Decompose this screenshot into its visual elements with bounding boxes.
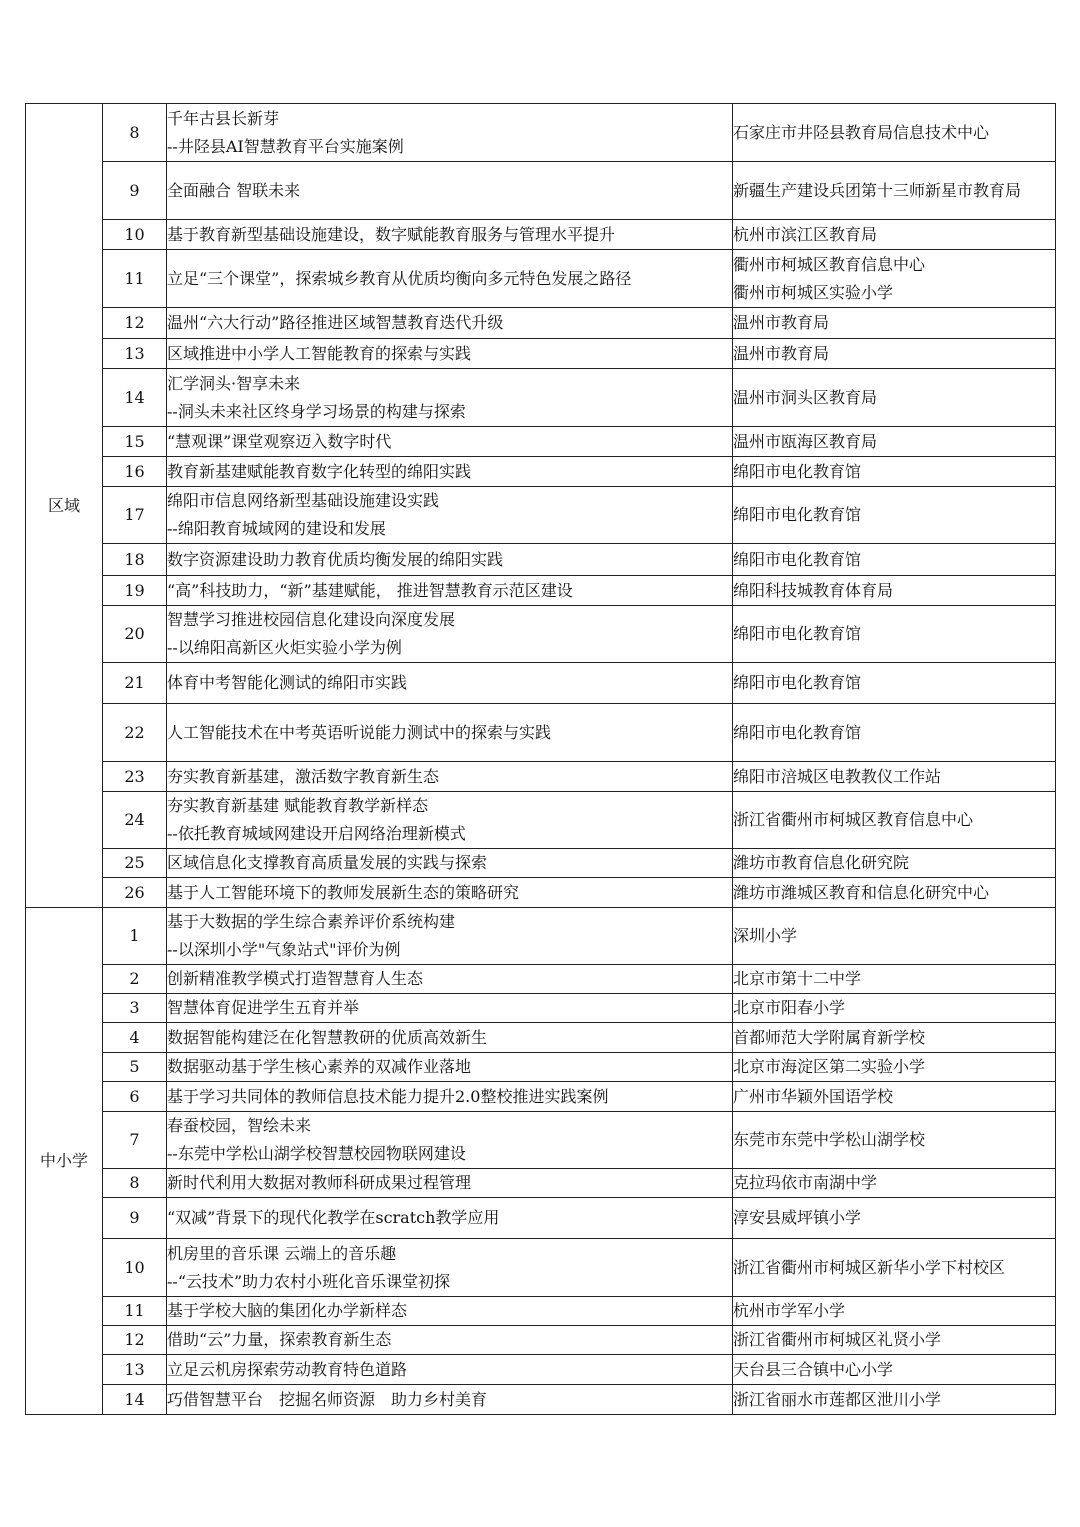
table-row bbox=[26, 1023, 1056, 1053]
case-title-cell bbox=[167, 1239, 733, 1297]
row-number: 6 bbox=[103, 1082, 167, 1112]
row-number: 8 bbox=[103, 104, 167, 162]
case-title-cell bbox=[167, 792, 733, 849]
case-title-cell bbox=[167, 1326, 733, 1355]
case-title-cell bbox=[167, 1169, 733, 1198]
case-title-cell bbox=[167, 1355, 733, 1385]
organization-cell bbox=[733, 908, 1056, 965]
organization-cell bbox=[733, 792, 1056, 849]
case-title-cell bbox=[167, 576, 733, 606]
case-subtitle: --以绵阳高新区火炬实验小学为例 bbox=[167, 638, 402, 657]
organization-name: 绵阳市电化教育馆 bbox=[733, 461, 862, 481]
case-title-cell bbox=[167, 663, 733, 704]
organization-name: 绵阳科技城教育体育局 bbox=[733, 580, 894, 600]
organization-name: 浙江省衢州市柯城区教育信息中心 bbox=[733, 810, 974, 829]
row-number: 2 bbox=[103, 965, 167, 994]
organization-name: 新疆生产建设兵团第十三师新星市教育局 bbox=[733, 180, 1022, 200]
case-title-cell bbox=[167, 1385, 733, 1415]
row-number: 16 bbox=[103, 457, 167, 487]
case-title: 基于人工智能环境下的教师发展新生态的策略研究 bbox=[167, 882, 520, 902]
row-number: 5 bbox=[103, 1053, 167, 1082]
case-title-cell bbox=[167, 427, 733, 457]
case-title-cell bbox=[167, 162, 733, 220]
organization-cell bbox=[733, 1355, 1056, 1385]
organization-cell bbox=[733, 994, 1056, 1023]
table-row bbox=[26, 849, 1056, 878]
organization-cell bbox=[733, 576, 1056, 606]
organization-cell bbox=[733, 704, 1056, 762]
organization-cell bbox=[733, 1169, 1056, 1198]
table-row bbox=[26, 1239, 1056, 1297]
organization-name: 广州市华颖外国语学校 bbox=[733, 1086, 894, 1106]
organization-cell bbox=[733, 762, 1056, 792]
organization-cell bbox=[733, 1385, 1056, 1415]
table-row bbox=[26, 544, 1056, 576]
table-row bbox=[26, 878, 1056, 908]
table-row bbox=[26, 308, 1056, 339]
case-title-cell bbox=[167, 704, 733, 762]
row-number: 7 bbox=[103, 1112, 167, 1169]
organization-cell bbox=[733, 965, 1056, 994]
table-row bbox=[26, 162, 1056, 220]
organization-cell bbox=[733, 606, 1056, 663]
case-subtitle: --东莞中学松山湖学校智慧校园物联网建设 bbox=[167, 1144, 466, 1163]
organization-name: 绵阳市电化教育馆 bbox=[733, 624, 862, 643]
table-row bbox=[26, 663, 1056, 704]
case-title: 教育新基建赋能教育数字化转型的绵阳实践 bbox=[167, 461, 472, 481]
organization-cell bbox=[733, 1297, 1056, 1326]
organization-name: 北京市阳春小学 bbox=[733, 998, 846, 1017]
row-number: 25 bbox=[103, 849, 167, 878]
organization-cell bbox=[733, 162, 1056, 220]
row-number: 20 bbox=[103, 606, 167, 663]
organization-name: 温州市洞头区教育局 bbox=[733, 387, 878, 407]
table-row bbox=[26, 427, 1056, 457]
case-title-cell bbox=[167, 1082, 733, 1112]
table-row bbox=[26, 250, 1056, 308]
case-title: 智慧学习推进校园信息化建设向深度发展 bbox=[167, 610, 456, 629]
table-row bbox=[26, 762, 1056, 792]
case-title-cell bbox=[167, 762, 733, 792]
organization-cell bbox=[733, 339, 1056, 369]
case-title: “慧观课”课堂观察迈入数字时代 bbox=[167, 431, 392, 451]
case-title: 温州“六大行动”路径推进区域智慧教育迭代升级 bbox=[167, 313, 504, 332]
table-row bbox=[26, 704, 1056, 762]
table-row bbox=[26, 220, 1056, 250]
row-number: 17 bbox=[103, 487, 167, 544]
organization-name: 衢州市柯城区实验小学 bbox=[733, 282, 894, 302]
case-subtitle: --井陉县AI智慧教育平台实施案例 bbox=[167, 136, 404, 156]
row-number: 15 bbox=[103, 427, 167, 457]
case-title-cell bbox=[167, 104, 733, 162]
case-title-cell bbox=[167, 1297, 733, 1326]
case-title-cell bbox=[167, 1023, 733, 1053]
case-title: 汇学洞头·智享未来 bbox=[167, 373, 301, 393]
case-title: 立足“三个课堂”，探索城乡教育从优质均衡向多元特色发展之路径 bbox=[167, 268, 632, 288]
case-title: 数据驱动基于学生核心素养的双减作业落地 bbox=[167, 1057, 472, 1076]
row-number: 10 bbox=[103, 1239, 167, 1297]
row-number: 18 bbox=[103, 544, 167, 576]
row-number: 21 bbox=[103, 663, 167, 704]
case-title: 基于学习共同体的教师信息技术能力提升2.0整校推进实践案例 bbox=[167, 1086, 609, 1106]
organization-name: 绵阳市涪城区电教教仪工作站 bbox=[733, 766, 942, 786]
case-subtitle: --以深圳小学"气象站式"评价为例 bbox=[167, 940, 401, 959]
row-number: 12 bbox=[103, 1326, 167, 1355]
case-title-cell bbox=[167, 606, 733, 663]
row-number: 1 bbox=[103, 908, 167, 965]
case-title-cell bbox=[167, 308, 733, 339]
organization-cell bbox=[733, 1239, 1056, 1297]
case-title: 春蚕校园，智绘未来 bbox=[167, 1116, 312, 1135]
case-title-cell bbox=[167, 1112, 733, 1169]
organization-name: 克拉玛依市南湖中学 bbox=[733, 1173, 878, 1192]
case-title: 人工智能技术在中考英语听说能力测试中的探索与实践 bbox=[167, 722, 552, 742]
row-number: 19 bbox=[103, 576, 167, 606]
organization-cell bbox=[733, 1023, 1056, 1053]
row-number: 26 bbox=[103, 878, 167, 908]
table-row bbox=[26, 1326, 1056, 1355]
organization-cell bbox=[733, 1112, 1056, 1169]
case-title: “高”科技助力，“新”基建赋能， 推进智慧教育示范区建设 bbox=[167, 580, 573, 600]
row-number: 11 bbox=[103, 1297, 167, 1326]
case-title-cell bbox=[167, 1198, 733, 1239]
organization-cell bbox=[733, 369, 1056, 427]
organization-name: 潍坊市教育信息化研究院 bbox=[733, 853, 910, 872]
table-row bbox=[26, 792, 1056, 849]
table-row bbox=[26, 1082, 1056, 1112]
organization-name: 杭州市学军小学 bbox=[733, 1301, 846, 1320]
category-cell: 区域 bbox=[26, 104, 103, 908]
case-subtitle: --绵阳教育城域网的建设和发展 bbox=[167, 519, 386, 538]
table-row bbox=[26, 1355, 1056, 1385]
case-title-cell bbox=[167, 908, 733, 965]
table-row bbox=[26, 457, 1056, 487]
row-number: 9 bbox=[103, 1198, 167, 1239]
table-row bbox=[26, 487, 1056, 544]
case-subtitle: --依托教育城域网建设开启网络治理新模式 bbox=[167, 824, 466, 843]
organization-name: 首都师范大学附属育新学校 bbox=[733, 1027, 926, 1047]
organization-cell bbox=[733, 250, 1056, 308]
organization-name: 深圳小学 bbox=[733, 926, 798, 945]
row-number: 14 bbox=[103, 1385, 167, 1415]
organization-name: 潍坊市潍城区教育和信息化研究中心 bbox=[733, 882, 990, 902]
organization-name: 杭州市滨江区教育局 bbox=[733, 224, 878, 244]
organization-cell bbox=[733, 487, 1056, 544]
table-row bbox=[26, 606, 1056, 663]
case-title-cell bbox=[167, 339, 733, 369]
case-title-cell bbox=[167, 994, 733, 1023]
table-row bbox=[26, 908, 1056, 965]
organization-cell bbox=[733, 220, 1056, 250]
organization-cell bbox=[733, 878, 1056, 908]
table-row bbox=[26, 1385, 1056, 1415]
case-title-cell bbox=[167, 878, 733, 908]
organization-name: 石家庄市井陉县教育局信息技术中心 bbox=[733, 122, 990, 142]
case-table bbox=[25, 103, 1056, 1415]
table-row bbox=[26, 339, 1056, 369]
table-row bbox=[26, 994, 1056, 1023]
table-row bbox=[26, 965, 1056, 994]
case-title: 机房里的音乐课 云端上的音乐趣 bbox=[167, 1243, 397, 1263]
organization-name: 绵阳市电化教育馆 bbox=[733, 673, 862, 692]
case-title: 千年古县长新芽 bbox=[167, 108, 280, 128]
row-number: 13 bbox=[103, 1355, 167, 1385]
case-title: 全面融合 智联未来 bbox=[167, 180, 301, 200]
case-subtitle: --“云技术”助力农村小班化音乐课堂初探 bbox=[167, 1271, 451, 1291]
row-number: 10 bbox=[103, 220, 167, 250]
organization-name: 北京市海淀区第二实验小学 bbox=[733, 1057, 926, 1076]
case-title: 区域信息化支撑教育高质量发展的实践与探索 bbox=[167, 853, 488, 872]
table-row bbox=[26, 1112, 1056, 1169]
case-title-cell bbox=[167, 1053, 733, 1082]
case-title: 基于学校大脑的集团化办学新样态 bbox=[167, 1301, 408, 1320]
row-number: 3 bbox=[103, 994, 167, 1023]
case-title-cell bbox=[167, 220, 733, 250]
case-title: 区域推进中小学人工智能教育的探索与实践 bbox=[167, 343, 472, 363]
row-number: 12 bbox=[103, 308, 167, 339]
row-number: 14 bbox=[103, 369, 167, 427]
row-number: 11 bbox=[103, 250, 167, 308]
organization-cell bbox=[733, 849, 1056, 878]
case-title: 绵阳市信息网络新型基础设施建设实践 bbox=[167, 491, 440, 510]
case-title: 数据智能构建泛在化智慧教研的优质高效新生 bbox=[167, 1027, 488, 1047]
case-title: 基于教育新型基础设施建设，数字赋能教育服务与管理水平提升 bbox=[167, 224, 616, 244]
row-number: 9 bbox=[103, 162, 167, 220]
organization-cell bbox=[733, 663, 1056, 704]
organization-name: 天台县三合镇中心小学 bbox=[733, 1359, 894, 1379]
row-number: 4 bbox=[103, 1023, 167, 1053]
organization-name: 温州市教育局 bbox=[733, 343, 830, 363]
organization-cell bbox=[733, 308, 1056, 339]
row-number: 22 bbox=[103, 704, 167, 762]
organization-name: 绵阳市电化教育馆 bbox=[733, 505, 862, 524]
row-number: 23 bbox=[103, 762, 167, 792]
case-title-cell bbox=[167, 457, 733, 487]
table-row bbox=[26, 1198, 1056, 1239]
organization-cell bbox=[733, 104, 1056, 162]
case-title: 基于大数据的学生综合素养评价系统构建 bbox=[167, 912, 456, 931]
case-subtitle: --洞头未来社区终身学习场景的构建与探索 bbox=[167, 401, 466, 421]
case-title-cell bbox=[167, 369, 733, 427]
organization-cell bbox=[733, 1198, 1056, 1239]
case-title: 借助“云”力量，探索教育新生态 bbox=[167, 1330, 392, 1349]
case-title-cell bbox=[167, 250, 733, 308]
table-row bbox=[26, 369, 1056, 427]
row-number: 13 bbox=[103, 339, 167, 369]
case-title: 智慧体育促进学生五育并举 bbox=[167, 998, 360, 1017]
case-title-cell bbox=[167, 965, 733, 994]
category-cell: 中小学 bbox=[26, 908, 103, 1415]
organization-name: 浙江省丽水市莲都区泄川小学 bbox=[733, 1389, 942, 1409]
organization-name: 浙江省衢州市柯城区礼贤小学 bbox=[733, 1330, 942, 1349]
organization-cell bbox=[733, 544, 1056, 576]
case-title-cell bbox=[167, 849, 733, 878]
case-title: 体育中考智能化测试的绵阳市实践 bbox=[167, 673, 408, 692]
case-title: 创新精准教学模式打造智慧育人生态 bbox=[167, 969, 424, 988]
organization-name: 北京市第十二中学 bbox=[733, 969, 862, 988]
organization-name: 绵阳市电化教育馆 bbox=[733, 549, 862, 569]
table-row bbox=[26, 1169, 1056, 1198]
table-row bbox=[26, 1297, 1056, 1326]
organization-cell bbox=[733, 427, 1056, 457]
organization-name: 东莞市东莞中学松山湖学校 bbox=[733, 1130, 926, 1149]
organization-name: 温州市教育局 bbox=[733, 313, 830, 332]
case-title: 立足云机房探索劳动教育特色道路 bbox=[167, 1359, 408, 1379]
organization-name: 淳安县威坪镇小学 bbox=[733, 1208, 862, 1227]
case-title: 夯实教育新基建 赋能教育教学新样态 bbox=[167, 796, 429, 815]
organization-cell bbox=[733, 1082, 1056, 1112]
row-number: 24 bbox=[103, 792, 167, 849]
organization-cell bbox=[733, 457, 1056, 487]
case-title-cell bbox=[167, 544, 733, 576]
table-row bbox=[26, 1053, 1056, 1082]
table-row bbox=[26, 576, 1056, 606]
organization-name: 衢州市柯城区教育信息中心 bbox=[733, 254, 926, 274]
case-title: 巧借智慧平台 挖掘名师资源 助力乡村美育 bbox=[167, 1389, 488, 1409]
case-title: 夯实教育新基建，激活数字教育新生态 bbox=[167, 766, 440, 786]
organization-cell bbox=[733, 1326, 1056, 1355]
organization-name: 浙江省衢州市柯城区新华小学下村校区 bbox=[733, 1257, 1006, 1277]
row-number: 8 bbox=[103, 1169, 167, 1198]
case-title: 数字资源建设助力教育优质均衡发展的绵阳实践 bbox=[167, 549, 504, 569]
organization-name: 绵阳市电化教育馆 bbox=[733, 722, 862, 742]
case-title: 新时代利用大数据对教师科研成果过程管理 bbox=[167, 1173, 472, 1192]
organization-name: 温州市瓯海区教育局 bbox=[733, 431, 878, 451]
case-title-cell bbox=[167, 487, 733, 544]
organization-cell bbox=[733, 1053, 1056, 1082]
case-title: “双减”背景下的现代化教学在scratch教学应用 bbox=[167, 1208, 500, 1227]
table-row bbox=[26, 104, 1056, 162]
